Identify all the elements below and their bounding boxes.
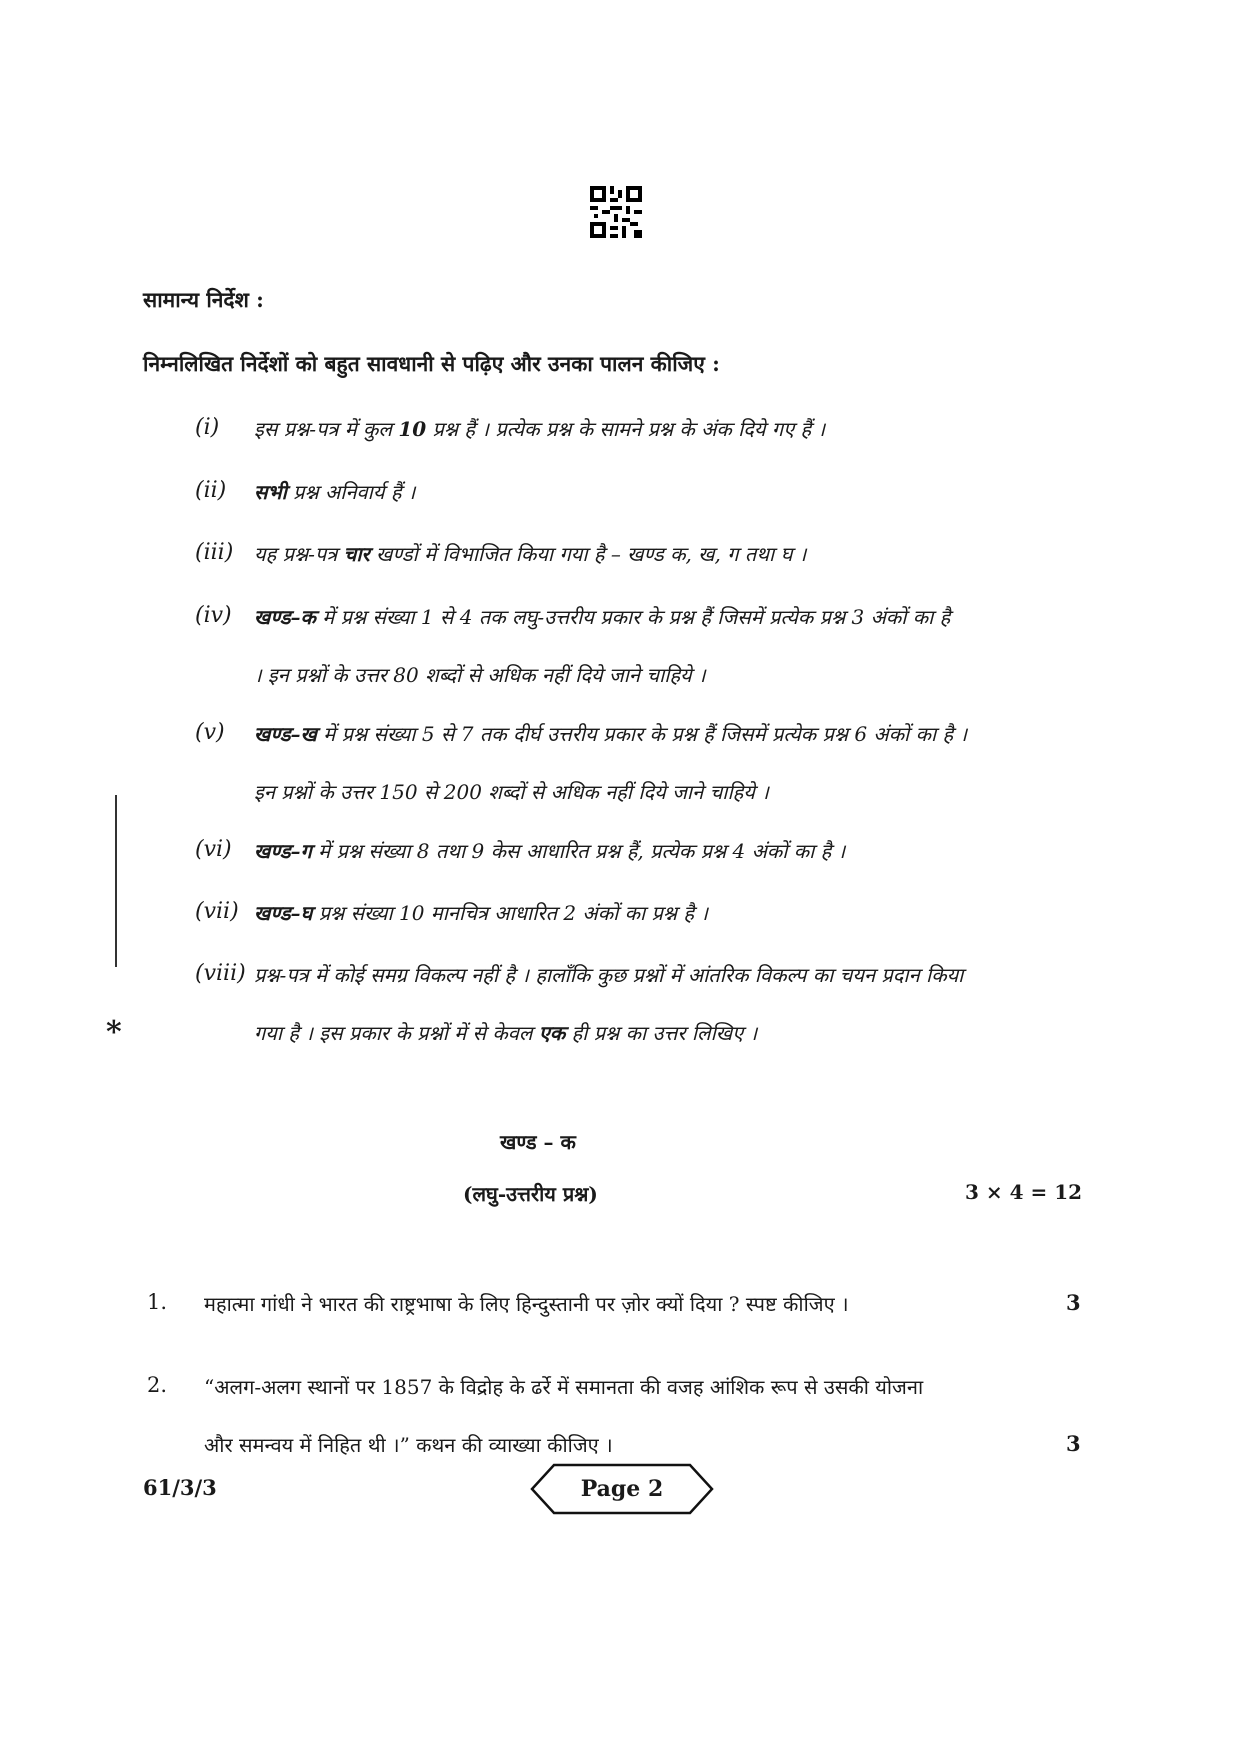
instruction-text-part: खण्डों में विभाजित किया गया है – खण्ड क, ख, ग तथा घ ।: [369, 542, 807, 566]
instruction-text-part: यह प्रश्न-पत्र: [254, 542, 344, 566]
instruction-number: (i): [195, 415, 220, 440]
question-marks: 3: [1066, 1290, 1081, 1315]
instruction-text: [254, 1019, 757, 1046]
instruction-text: [254, 415, 825, 442]
instruction-text-part: प्रश्न संख्या 10 मानचित्र आधारित 2 अंकों का प्रश्न है ।: [312, 901, 708, 925]
instruction-text: [254, 540, 806, 567]
margin-line: [115, 795, 117, 967]
section-title: खण्ड – क: [500, 1130, 576, 1154]
question-number: 2.: [147, 1373, 168, 1397]
instruction-text: [254, 837, 845, 864]
instruction-number: (iv): [195, 603, 232, 628]
instruction-emphasis: खण्ड–क: [254, 605, 316, 629]
margin-star: *: [106, 1015, 122, 1050]
question-text: और समन्वय में निहित थी ।” कथन की व्याख्या कीजिए ।: [204, 1433, 613, 1457]
instruction-number: (ii): [195, 478, 227, 503]
instruction-number: (vii): [195, 899, 239, 924]
instruction-number: (viii): [195, 961, 246, 986]
question-marks: 3: [1066, 1431, 1081, 1456]
instruction-text-part: । इन प्रश्नों के उत्तर 80 शब्दों से अधिक नहीं दिये जाने चाहिये ।: [254, 663, 706, 687]
instruction-text-part: में प्रश्न संख्या 8 तथा 9 केस आधारित प्रश्न हैं, प्रत्येक प्रश्न 4 अंकों का है ।: [311, 839, 846, 863]
instruction-number: (v): [195, 720, 225, 745]
question-text: महात्मा गांधी ने भारत की राष्ट्रभाषा के लिए हिन्दुस्तानी पर ज़ोर क्यों दिया ? स्पष्ट कीजिए ।: [204, 1292, 849, 1316]
instruction-text-part: गया है । इस प्रकार के प्रश्नों में से केवल: [254, 1021, 539, 1045]
instruction-emphasis: एक: [538, 1021, 566, 1045]
question-number: 1.: [147, 1290, 168, 1314]
instruction-text-part: में प्रश्न संख्या 1 से 4 तक लघु-उत्तरीय प्रकार के प्रश्न हैं जिसमें प्रत्येक प्रश्न 3 अंकों का है: [315, 605, 951, 629]
question-text: “अलग-अलग स्थानों पर 1857 के विद्रोह के ढर्रे में समानता की वजह आंशिक रूप से उसकी योजना: [204, 1375, 924, 1399]
section-marks-formula: 3 × 4 = 12: [965, 1180, 1083, 1204]
instruction-text: [254, 778, 769, 805]
instruction-text: [254, 899, 708, 926]
instruction-text-part: इन प्रश्नों के उत्तर 150 से 200 शब्दों से अधिक नहीं दिये जाने चाहिये ।: [254, 780, 769, 804]
instruction-emphasis: 10: [398, 417, 427, 441]
instruction-text-part: इस प्रश्न-पत्र में कुल: [254, 417, 399, 441]
instruction-text-part: प्रश्न-पत्र में कोई समग्र विकल्प नहीं है । हालाँकि कुछ प्रश्नों में आंतरिक विकल्प का चयन प्रदान किया: [254, 963, 964, 987]
read-carefully-instruction: निम्नलिखित निर्देशों को बहुत सावधानी से पढ़िए और उनका पालन कीजिए :: [143, 351, 720, 376]
instruction-text: [254, 661, 706, 688]
instruction-text: [254, 478, 415, 505]
instruction-emphasis: खण्ड–घ: [254, 901, 313, 925]
instruction-text-part: प्रश्न हैं । प्रत्येक प्रश्न के सामने प्रश्न के अंक दिये गए हैं ।: [426, 417, 826, 441]
qr-code: [590, 186, 642, 238]
instruction-text-part: में प्रश्न संख्या 5 से 7 तक दीर्घ उत्तरीय प्रकार के प्रश्न हैं जिसमें प्रत्येक प्रश्न 6 अंकों का है ।: [316, 722, 968, 746]
page-number-badge: [530, 1463, 714, 1515]
section-subtitle: (लघु-उत्तरीय प्रश्न): [463, 1182, 598, 1206]
instruction-emphasis: खण्ड–ग: [254, 839, 312, 863]
instruction-text: [254, 961, 963, 988]
instruction-emphasis: खण्ड–ख: [254, 722, 317, 746]
general-instructions-heading: सामान्य निर्देश :: [143, 287, 264, 312]
instruction-number: (vi): [195, 837, 232, 862]
instruction-text: [254, 720, 967, 747]
instruction-number: (iii): [195, 540, 234, 565]
page-number-label: Page 2: [580, 1476, 664, 1502]
instruction-text-part: प्रश्न अनिवार्य हैं ।: [286, 480, 416, 504]
instruction-text-part: ही प्रश्न का उत्तर लिखिए ।: [565, 1021, 758, 1045]
instruction-emphasis: चार: [343, 542, 370, 566]
instruction-emphasis: सभी: [254, 480, 287, 504]
instruction-text: [254, 603, 950, 630]
paper-code: 61/3/3: [143, 1475, 217, 1500]
